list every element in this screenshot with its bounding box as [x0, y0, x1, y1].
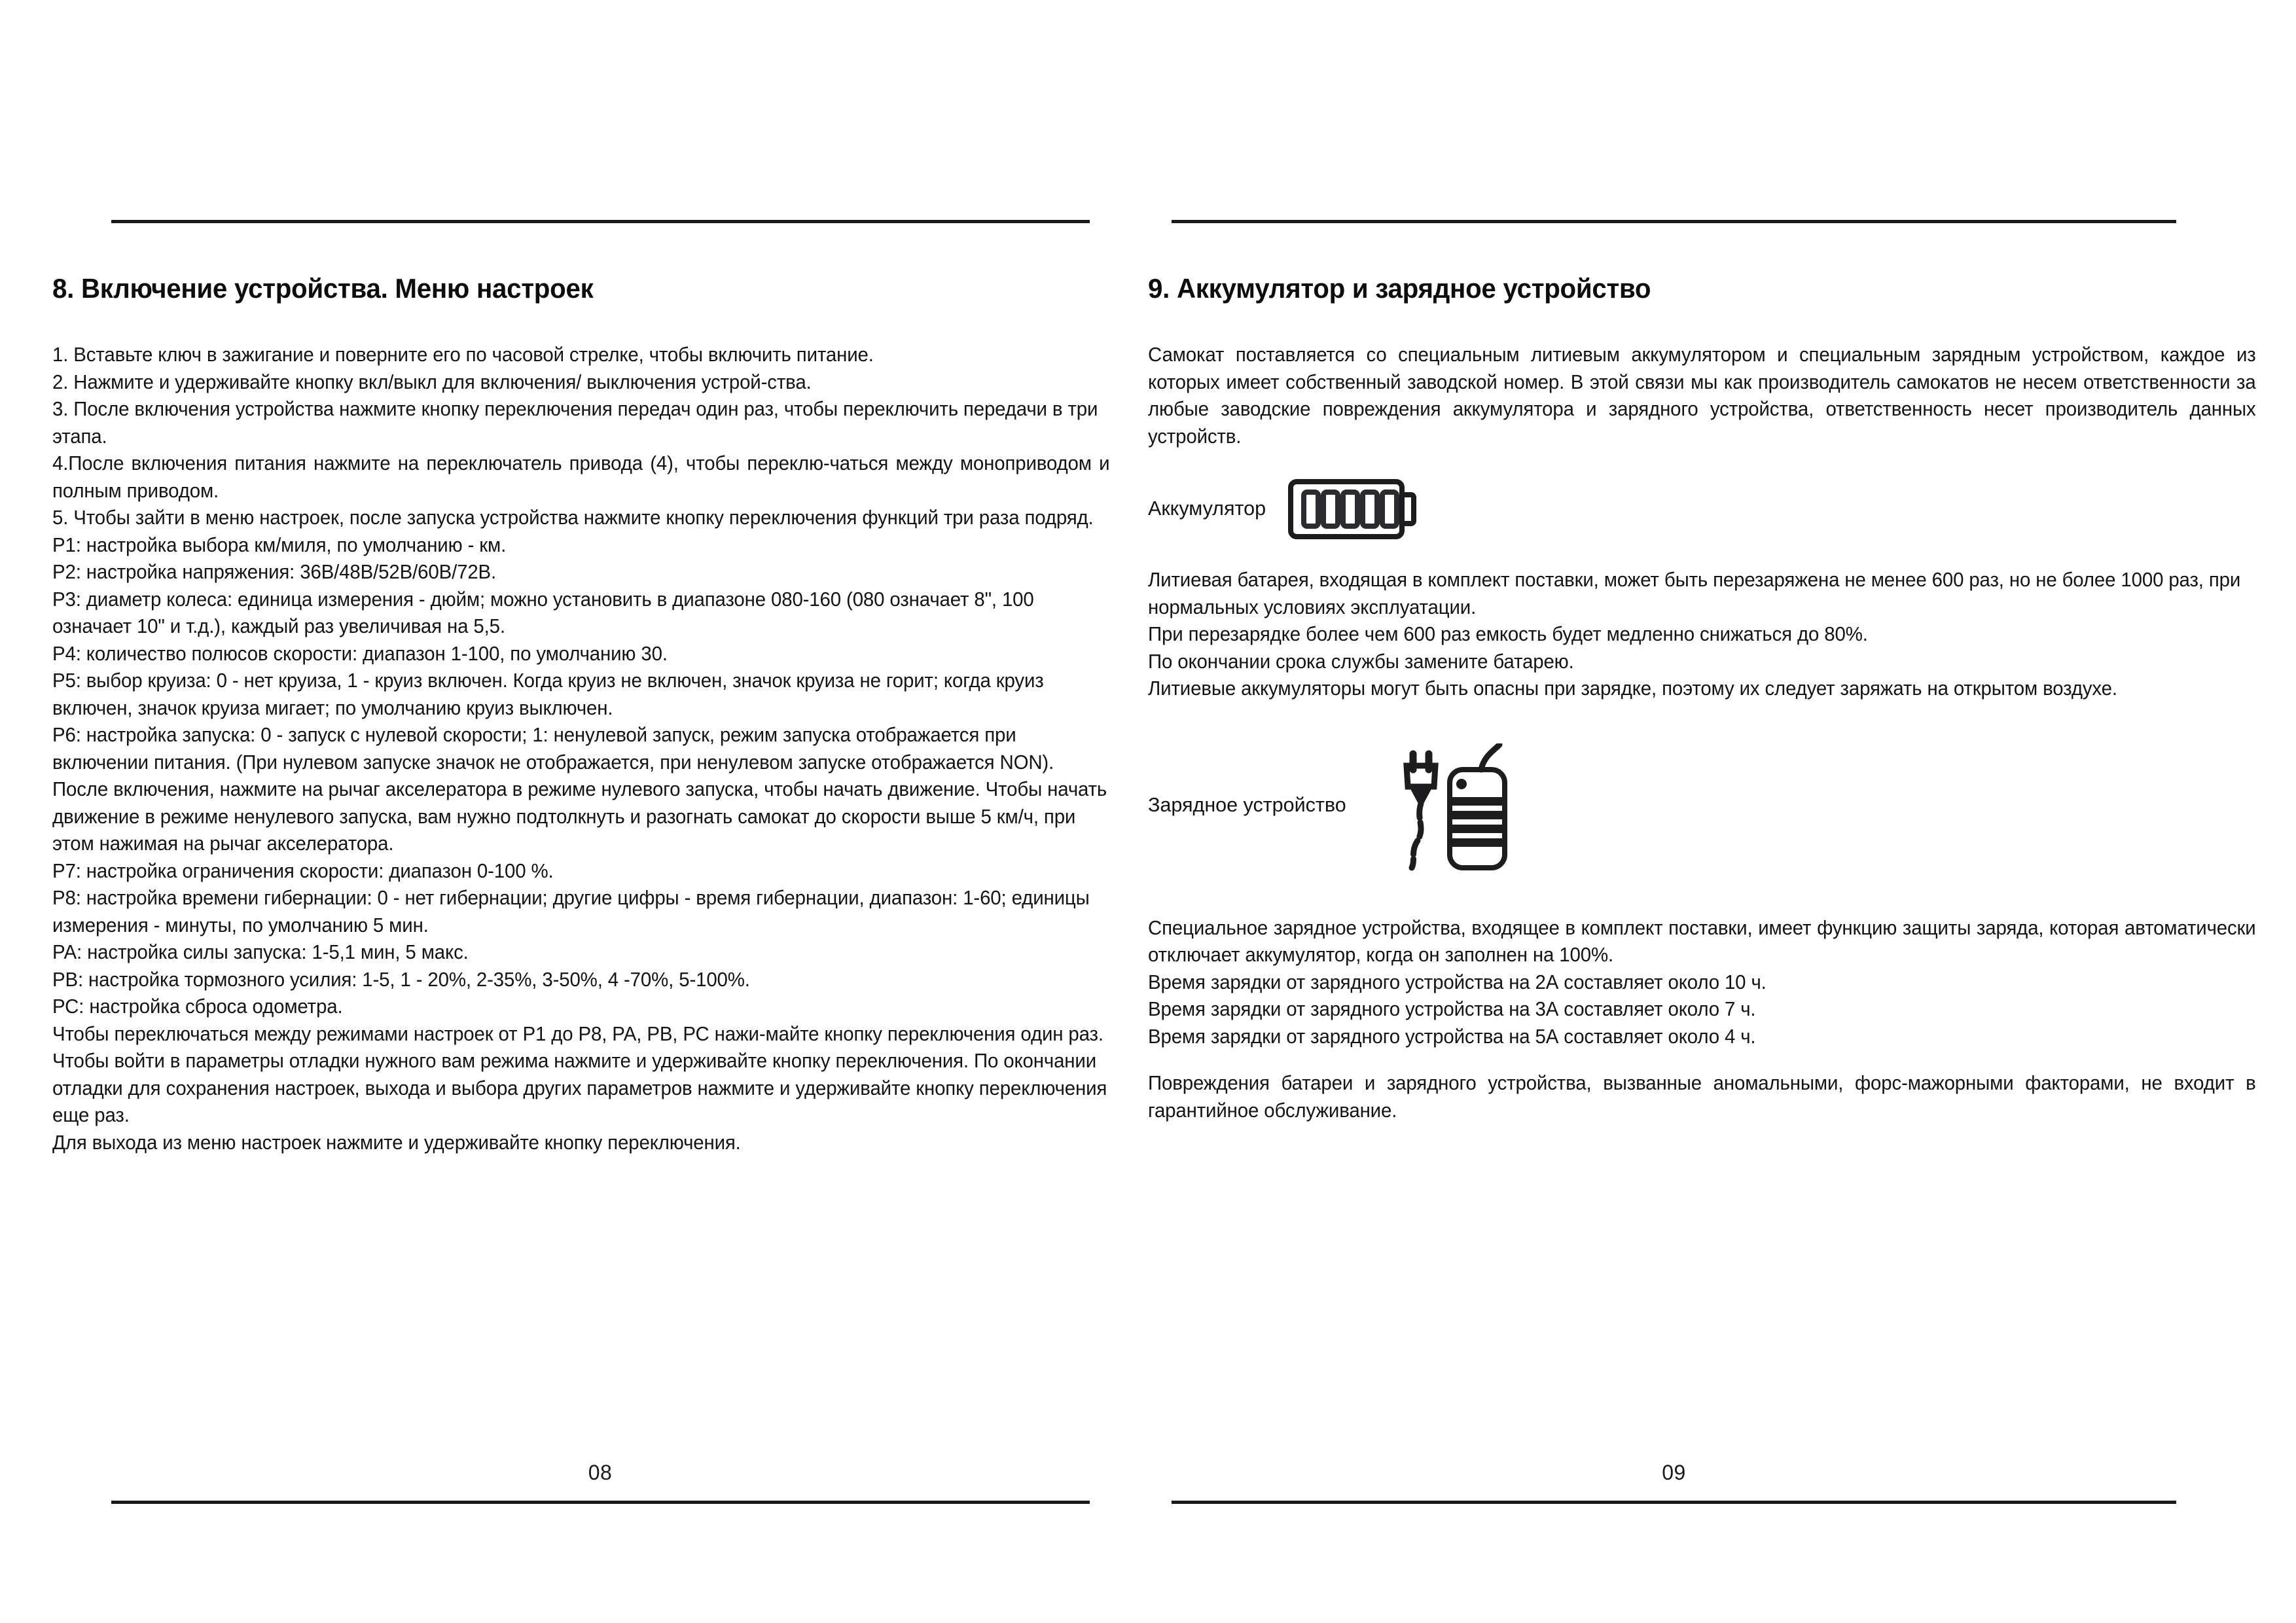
header-rule-left: [111, 220, 1090, 223]
paragraph-pa: РА: настройка силы запуска: 1-5,1 мин, 5 макс.: [52, 941, 469, 964]
paragraph: 1. Вставьте ключ в зажигание и поверните его по часовой стрелке, чтобы включить питание.: [52, 344, 874, 366]
paragraph-p5: Р5: выбор круиза: 0 - нет круиза, 1 - круиз включен. Когда круиз не включен, значок круиза не горит; когда круиз включен, значок круиза мигает; по умолчанию круиз выключен.: [52, 669, 1044, 719]
footer-rule-right: [1172, 1501, 2176, 1504]
paragraph: Чтобы войти в параметры отладки нужного вам режима нажмите и удерживайте кнопку переключения. По окончании отладки для сохранения настроек, выхода и выбора других параметров нажмите и удерживайте кнопку переключения еще раз.: [52, 1050, 1107, 1127]
page-right: [1148, 0, 2296, 1623]
charger-icon: [1369, 743, 1513, 874]
paragraph-p4: Р4: количество полюсов скорости: диапазон 1-100, по умолчанию 30.: [52, 642, 668, 665]
battery-paragraph: При перезарядке более чем 600 раз емкость будет медленно снижаться до 80%.: [1148, 623, 1868, 646]
battery-figure-label: Аккумулятор: [1148, 497, 1266, 520]
paragraph-pc: РС: настройка сброса одометра.: [52, 995, 343, 1018]
paragraph: Чтобы переключаться между режимами настроек от Р1 до Р8, РА, РВ, РС нажи-майте кнопку переключения один раз.: [52, 1022, 1103, 1045]
footer-rule-left: [111, 1501, 1090, 1504]
paragraph: 3. После включения устройства нажмите кнопку переключения передач один раз, чтобы переключить передачи в три этапа.: [52, 398, 1098, 448]
page-title: 8. Включение устройства. Меню настроек: [52, 273, 594, 304]
paragraph-p8: Р8: настройка времени гибернации: 0 - нет гибернации; другие цифры - время гибернации, диапазон: 1-60; единицы измерения - минуты, по умолчанию 5 мин.: [52, 887, 1090, 936]
battery-paragraph: Литиевые аккумуляторы могут быть опасны при зарядке, поэтому их следует заряжать на открытом воздухе.: [1148, 677, 2117, 700]
paragraph: 2. Нажмите и удерживайте кнопку вкл/выкл для включения/ выключения устрой-ства.: [52, 370, 812, 393]
paragraph: 5. Чтобы зайти в меню настроек, после запуска устройства нажмите кнопку переключения функций три раза подряд.: [52, 507, 1094, 529]
paragraph-p7: Р7: настройка ограничения скорости: диапазон 0-100 %.: [52, 859, 554, 882]
intro-paragraph: Самокат поставляется со специальным литиевым аккумулятором и специальным зарядным устройством, каждое из которых имеет собственный заводской номер. В этой связи мы как производитель самокатов не несем ответственности за любые заводские повреждения аккумулятора и зарядного устройства, ответственность несет производитель данных устройств.: [1148, 344, 2256, 448]
paragraph-p3: Р3: диаметр колеса: единица измерения - дюйм; можно установить в диапазоне 080-160 (080 означает 8", 100 означает 10" и т.д.), каждый раз увеличивая на 5,5.: [52, 588, 1034, 638]
battery-icon: [1288, 478, 1416, 541]
header-rule-right: [1172, 220, 2176, 223]
paragraph-p2: Р2: настройка напряжения: 36В/48В/52В/60В/72В.: [52, 561, 497, 584]
charger-paragraph: Специальное зарядное устройства, входящее в комплект поставки, имеет функцию защиты заряда, которая автоматически отключает аккумулятор, когда он заполнен на 100%.: [1148, 916, 2256, 967]
left-page-content: [52, 274, 1148, 1156]
charging-time-3a: Время зарядки от зарядного устройства на 3А составляет около 7 ч.: [1148, 998, 1756, 1021]
page-title: 9. Аккумулятор и зарядное устройство: [1148, 273, 1651, 304]
paragraph: Для выхода из меню настроек нажмите и удерживайте кнопку переключения.: [52, 1131, 741, 1154]
paragraph-p6: Р6: настройка запуска: 0 - запуск с нулевой скорости; 1: ненулевой запуск, режим запуска отображается при включении питания. (При нулевом запуске значок не отображается, при ненулевом запуске отображается NON). После включения, нажмите на рычаг акселератора в режиме нулевого запуска, чтобы начать движение. Чтобы начать движение в режиме ненулевого запуска, вам нужно подтолкнуть и разогнать самокат до скорости выше 5 км/ч, при этом нажимая на рычаг акселератора.: [52, 724, 1107, 855]
right-page-content: [1148, 274, 2296, 1124]
paragraph-p1: Р1: настройка выбора км/миля, по умолчанию - км.: [52, 533, 507, 556]
battery-figure: [1148, 478, 2296, 541]
charger-figure-label: Зарядное устройство: [1148, 793, 1346, 816]
battery-paragraph: Литиевая батарея, входящая в комплект поставки, может быть перезаряжена не менее 600 раз, но не более 1000 раз, при нормальных условиях эксплуатации.: [1148, 569, 2241, 618]
charging-time-5a: Время зарядки от зарядного устройства на 5А составляет около 4 ч.: [1148, 1025, 1756, 1048]
warranty-note: Повреждения батареи и зарядного устройства, вызванные аномальными, форс-мажорными факторами, не входит в гарантийное обслуживание.: [1148, 1072, 2256, 1122]
page-number: 08: [588, 1461, 613, 1484]
paragraph-pb: РВ: настройка тормозного усилия: 1-5, 1 - 20%, 2-35%, 3-50%, 4 -70%, 5-100%.: [52, 968, 750, 991]
battery-paragraph: По окончании срока службы замените батарею.: [1148, 650, 1574, 673]
charger-figure: [1148, 743, 2296, 874]
page-number: 09: [1662, 1461, 1686, 1484]
paragraph: 4.После включения питания нажмите на переключатель привода (4), чтобы переклю-чаться между моноприводом и полным приводом.: [52, 452, 1110, 502]
charging-time-2a: Время зарядки от зарядного устройства на 2А составляет около 10 ч.: [1148, 971, 1767, 993]
